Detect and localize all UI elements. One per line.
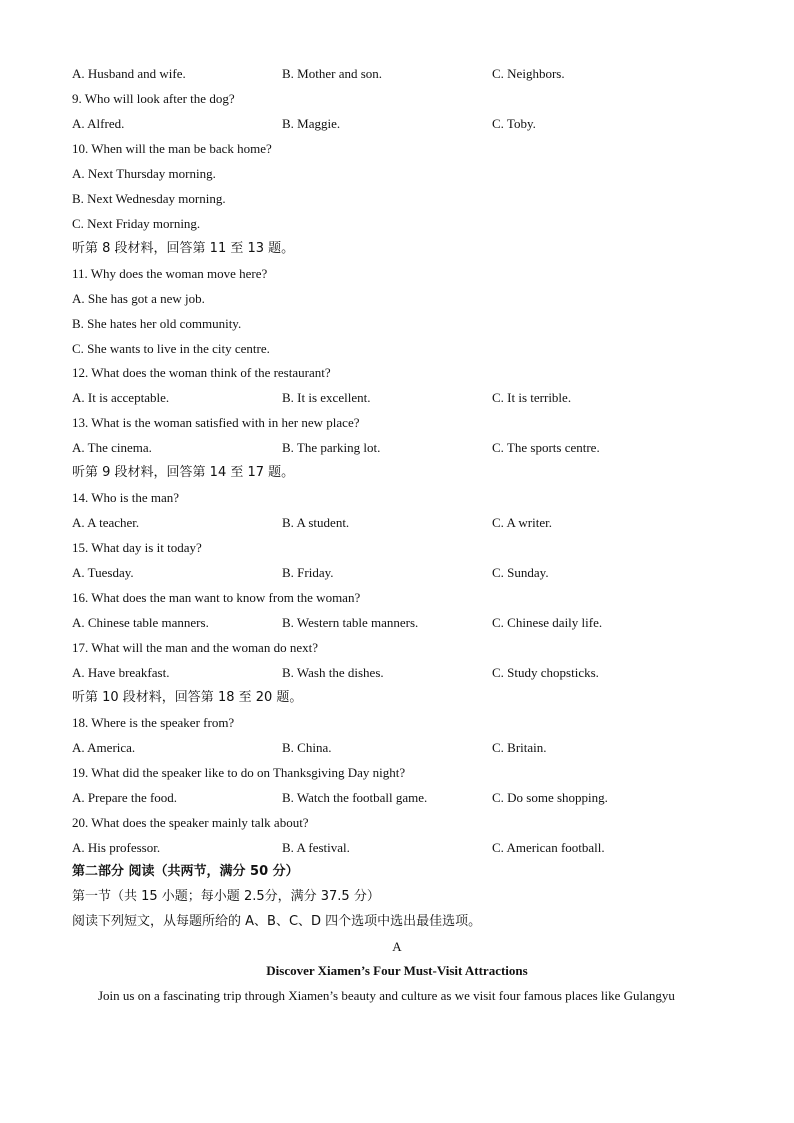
q16-option-a: A. Chinese table manners. — [72, 615, 209, 630]
q16-options — [72, 610, 724, 635]
part-2-heading: 第二部分 阅读（共两节，满分 50 分） — [72, 864, 299, 879]
passage-letter: A — [392, 939, 402, 954]
q20-options — [72, 835, 724, 860]
q9-option-c: C. Toby. — [492, 116, 536, 131]
q19-option-a: A. Prepare the food. — [72, 790, 178, 805]
part-2-section-1: 第一节（共 15 小题；每小题 2.5分，满分 37.5 分） — [72, 889, 380, 904]
q12-options — [72, 385, 724, 410]
section-8-heading: 听第 8 段材料，回答第 11 至 13 题。 — [72, 241, 295, 256]
q14-options — [72, 510, 724, 535]
passage-title: Discover Xiamen’s Four Must-Visit Attractions — [266, 963, 528, 978]
q12-option-c: C. It is terrible. — [492, 390, 572, 405]
q18-stem: 18. Where is the speaker from? — [72, 715, 235, 730]
q13-option-a: A. The cinema. — [72, 440, 152, 455]
q16-option-b: B. Western table manners. — [282, 615, 419, 630]
q11-option-a: A. She has got a new job. — [72, 291, 205, 306]
q14-option-a: A. A teacher. — [72, 515, 140, 530]
q9-option-b: B. Maggie. — [282, 116, 341, 131]
q19-option-b: B. Watch the football game. — [282, 790, 428, 805]
q20-stem: 20. What does the speaker mainly talk about? — [72, 815, 309, 830]
q20-option-a: A. His professor. — [72, 840, 161, 855]
q13-options — [72, 435, 724, 460]
passage-first-line: Join us on a fascinating trip through Xiamen’s beauty and culture as we visit four famous places like Gulangyu — [98, 988, 675, 1003]
q19-option-c: C. Do some shopping. — [492, 790, 608, 805]
q17-option-c: C. Study chopsticks. — [492, 665, 599, 680]
q18-options — [72, 735, 724, 760]
q16-option-c: C. Chinese daily life. — [492, 615, 603, 630]
q17-option-b: B. Wash the dishes. — [282, 665, 384, 680]
q12-option-b: B. It is excellent. — [282, 390, 371, 405]
q17-stem: 17. What will the man and the woman do next? — [72, 640, 318, 655]
q11-option-b: B. She hates her old community. — [72, 316, 242, 331]
q10-option-a: A. Next Thursday morning. — [72, 166, 216, 181]
q18-option-a: A. America. — [72, 740, 136, 755]
q19-stem: 19. What did the speaker like to do on Thanksgiving Day night? — [72, 765, 406, 780]
q10-stem: 10. When will the man be back home? — [72, 141, 272, 156]
q12-stem: 12. What does the woman think of the restaurant? — [72, 365, 331, 380]
q15-options — [72, 560, 724, 585]
q20-option-c: C. American football. — [492, 840, 605, 855]
q10-option-b: B. Next Wednesday morning. — [72, 191, 226, 206]
q15-option-c: C. Sunday. — [492, 565, 549, 580]
q15-option-a: A. Tuesday. — [72, 565, 134, 580]
q13-option-b: B. The parking lot. — [282, 440, 381, 455]
section-10-heading: 听第 10 段材料，回答第 18 至 20 题。 — [72, 690, 303, 705]
q11-option-c: C. She wants to live in the city centre. — [72, 341, 270, 356]
q14-option-b: B. A student. — [282, 515, 350, 530]
q18-option-c: C. Britain. — [492, 740, 547, 755]
q9-options — [72, 111, 724, 136]
q17-options — [72, 660, 724, 685]
q19-options — [72, 785, 724, 810]
q11-stem: 11. Why does the woman move here? — [72, 266, 268, 281]
q17-option-a: A. Have breakfast. — [72, 665, 170, 680]
q9-stem: 9. Who will look after the dog? — [72, 91, 235, 106]
q15-stem: 15. What day is it today? — [72, 540, 202, 555]
reading-instruction: 阅读下列短文，从每题所给的 A、B、C、D 四个选项中选出最佳选项。 — [72, 914, 482, 929]
q14-option-c: C. A writer. — [492, 515, 552, 530]
q12-option-a: A. It is acceptable. — [72, 390, 170, 405]
q13-option-c: C. The sports centre. — [492, 440, 600, 455]
q10-option-c: C. Next Friday morning. — [72, 216, 201, 231]
q14-stem: 14. Who is the man? — [72, 490, 179, 505]
q13-stem: 13. What is the woman satisfied with in her new place? — [72, 415, 360, 430]
q8-options — [72, 61, 724, 86]
q8-option-a: A. Husband and wife. — [72, 66, 186, 81]
q18-option-b: B. China. — [282, 740, 332, 755]
q16-stem: 16. What does the man want to know from the woman? — [72, 590, 361, 605]
q15-option-b: B. Friday. — [282, 565, 334, 580]
q8-option-b: B. Mother and son. — [282, 66, 383, 81]
q20-option-b: B. A festival. — [282, 840, 350, 855]
section-9-heading: 听第 9 段材料，回答第 14 至 17 题。 — [72, 465, 295, 480]
q9-option-a: A. Alfred. — [72, 116, 125, 131]
q8-option-c: C. Neighbors. — [492, 66, 565, 81]
